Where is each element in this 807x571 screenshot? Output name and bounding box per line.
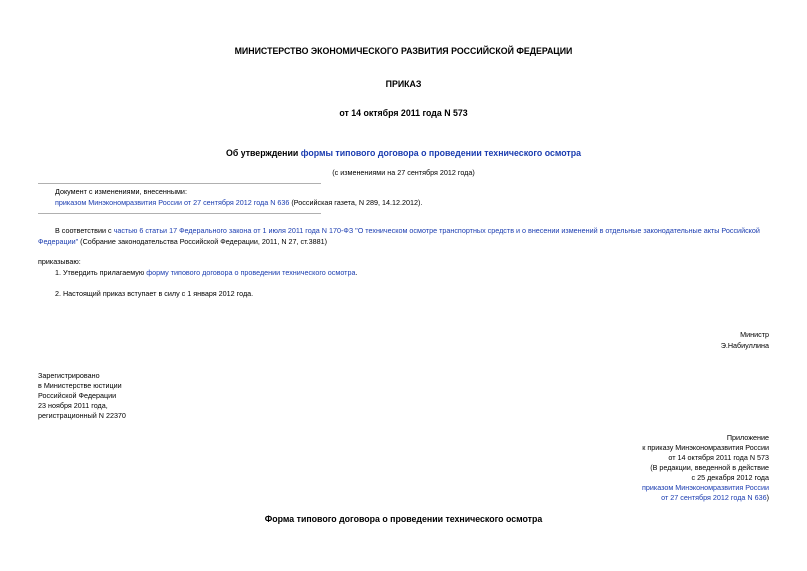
registration-line-1: Зарегистрировано — [38, 371, 100, 380]
doc-type-heading: ПРИКАЗ — [385, 79, 422, 89]
registration-line-5: регистрационный N 22370 — [38, 411, 126, 420]
signatory-name: Э.Набиуллина — [720, 341, 769, 350]
appendix-order-link[interactable]: приказом Минэкономразвития России — [642, 483, 769, 492]
changes-line — [55, 198, 422, 207]
appendix-line-5: с 25 декабря 2012 года — [691, 473, 769, 482]
item-1 — [55, 268, 357, 277]
order-date-number: от 14 октября 2011 года N 573 — [339, 108, 468, 118]
ministry-heading: МИНИСТЕРСТВО ЭКОНОМИЧЕСКОГО РАЗВИТИЯ РОССИЙСКОЙ ФЕДЕРАЦИИ — [234, 46, 573, 56]
changes-order-link[interactable]: приказом Минэкономразвития России от 27 сентября 2012 года N 636 — [55, 198, 290, 207]
registration-line-2: в Министерстве юстиции — [38, 381, 122, 390]
order-word: приказываю: — [38, 257, 81, 266]
preamble-line-1 — [55, 226, 760, 235]
changes-suffix: (Российская газета, N 289, 14.12.2012). — [289, 198, 423, 207]
appendix-line-2: к приказу Минэкономразвития России — [642, 443, 769, 452]
title-prefix: Об утверждении — [225, 148, 301, 158]
changes-intro: Документ с изменениями, внесенными: — [55, 187, 187, 196]
federal-law-link[interactable]: частью 6 статьи 17 Федерального закона от 1 июля 2011 года N 170-ФЗ "О техническом осмотре транспортных средств и о внесении изменений в отдельные законодательные акты Российской — [113, 226, 760, 235]
preamble-suffix: (Собрание законодательства Российской Федерации, 2011, N 27, ст.3881) — [78, 237, 327, 246]
federal-law-link-continued[interactable]: Федерации" — [38, 237, 79, 246]
form-title: Форма типового договора о проведении технического осмотра — [264, 514, 543, 524]
appendix-close-paren: ) — [766, 493, 769, 502]
preamble-line-2 — [38, 237, 327, 246]
bottom-divider — [38, 213, 321, 214]
appendix-line-4: (В редакции, введенной в действие — [650, 463, 769, 472]
appendix-line-7 — [661, 493, 769, 502]
preamble-prefix: В соответствии с — [55, 226, 114, 235]
registration-line-3: Российской Федерации — [38, 391, 117, 400]
item-1-prefix: 1. Утвердить прилагаемую — [55, 268, 147, 277]
item-2: 2. Настоящий приказ вступает в силу с 1 января 2012 года. — [55, 289, 254, 298]
title-form-link[interactable]: формы типового договора о проведении технического осмотра — [300, 148, 581, 158]
item-1-form-link[interactable]: форму типового договора о проведении технического осмотра — [146, 268, 356, 277]
top-divider — [38, 183, 321, 184]
registration-line-4: 23 ноября 2011 года, — [38, 401, 108, 410]
appendix-line-6 — [642, 483, 769, 492]
appendix-line-3: от 14 октября 2011 года N 573 — [668, 453, 769, 462]
amendment-note: (с изменениями на 27 сентября 2012 года) — [332, 168, 475, 177]
document-title — [0, 148, 807, 158]
item-1-suffix: . — [355, 268, 358, 277]
signatory-position: Министр — [740, 330, 769, 339]
appendix-order-link-continued[interactable]: от 27 сентября 2012 года N 636 — [661, 493, 767, 502]
appendix-line-1: Приложение — [726, 433, 769, 442]
